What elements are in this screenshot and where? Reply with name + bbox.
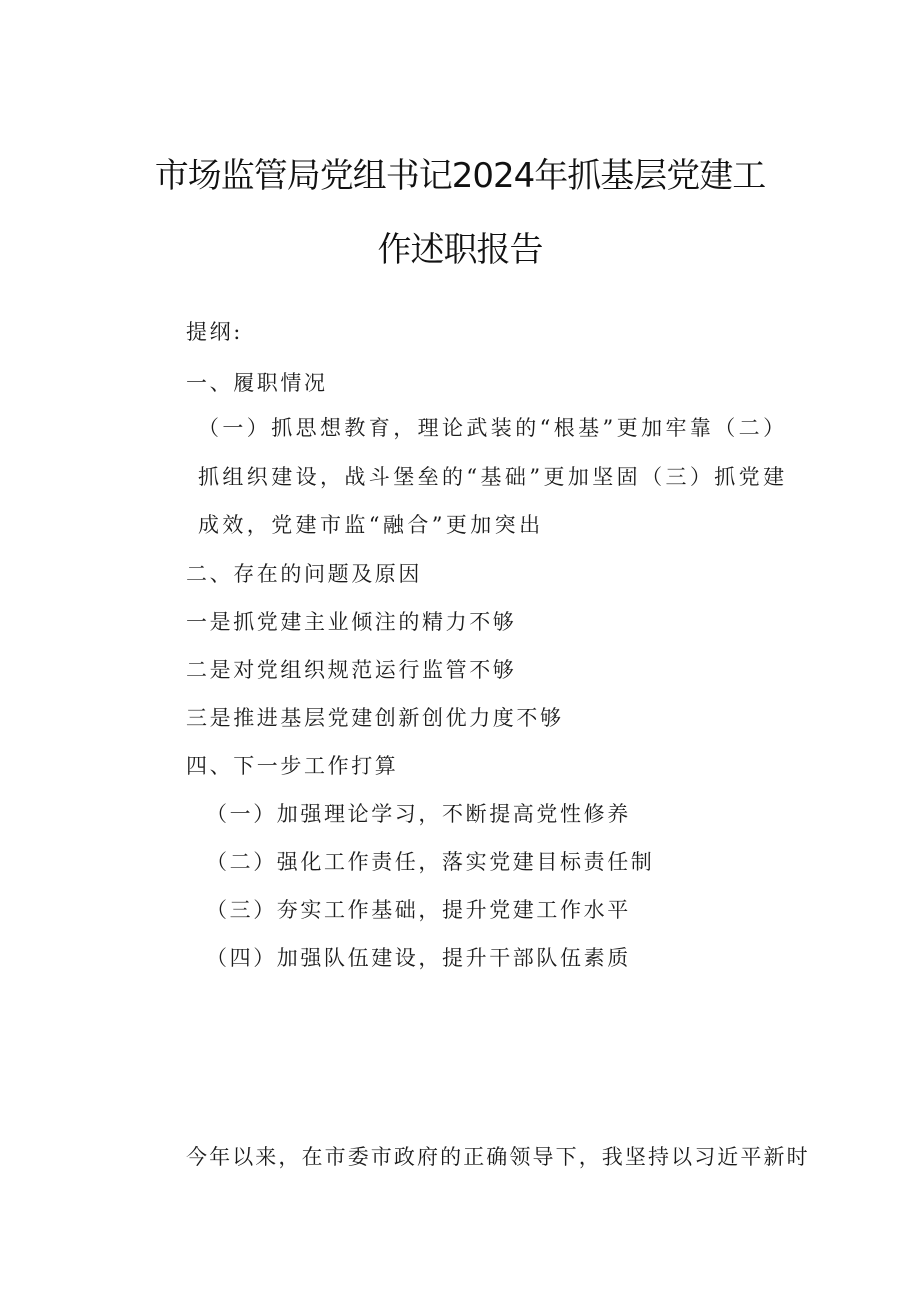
section-2-heading: 二、存在的问题及原因 bbox=[186, 562, 422, 586]
section-1-paragraph-line-1: （一）抓思想教育，理论武装的“根基”更加牢靠（二） bbox=[198, 416, 788, 440]
section-4-item-4: （四）加强队伍建设，提升干部队伍素质 bbox=[206, 946, 631, 970]
section-2-item-1: 一是抓党建主业倾注的精力不够 bbox=[186, 610, 517, 634]
document-title-line-2: 作述职报告 bbox=[377, 230, 543, 270]
section-4-heading: 四、下一步工作打算 bbox=[186, 754, 399, 778]
section-1-paragraph-line-2: 抓组织建设，战斗堡垒的“基础”更加坚固（三）抓党建 bbox=[198, 465, 788, 489]
section-4-item-2: （二）强化工作责任，落实党建目标责任制 bbox=[206, 850, 655, 874]
section-4-item-1: （一）加强理论学习，不断提高党性修养 bbox=[206, 802, 631, 826]
section-4-item-3: （三）夯实工作基础，提升党建工作水平 bbox=[206, 898, 631, 922]
section-1-heading: 一、履职情况 bbox=[186, 371, 328, 395]
body-first-line: 今年以来，在市委市政府的正确领导下，我坚持以习近平新时 bbox=[186, 1145, 810, 1169]
section-2-item-2: 二是对党组织规范运行监管不够 bbox=[186, 658, 517, 682]
outline-label: 提纲: bbox=[186, 320, 243, 344]
document-title-line-1: 市场监管局党组书记2024年抓基层党建工 bbox=[154, 156, 766, 196]
section-1-paragraph-line-3: 成效，党建市监“融合”更加突出 bbox=[198, 513, 544, 537]
section-2-item-3: 三是推进基层党建创新创优力度不够 bbox=[186, 706, 564, 730]
